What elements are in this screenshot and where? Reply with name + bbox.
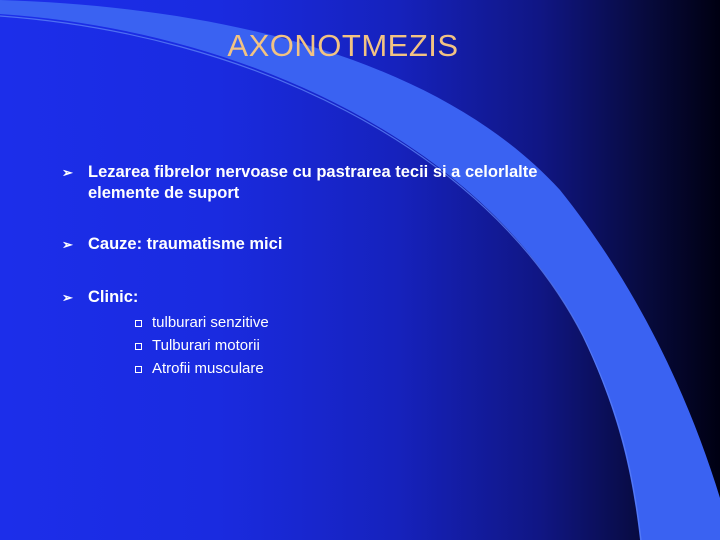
arrow-bullet-icon: ➢ — [62, 290, 73, 305]
sub-bullet-text: Tulburari motorii — [152, 337, 260, 354]
bullet-text: Clinic: — [88, 288, 139, 306]
sub-bullet-text: tulburari senzitive — [152, 314, 269, 331]
arrow-bullet-icon: ➢ — [62, 165, 73, 180]
bullet-text: Lezarea fibrelor nervoase cu pastrarea tecii si a celorlalte elemente de suport — [88, 163, 538, 202]
bullet-text: Cauze: traumatisme mici — [88, 235, 283, 253]
checkbox-bullet-icon — [135, 366, 142, 373]
sub-bullet-text: Atrofii musculare — [152, 360, 264, 377]
sub-bullet-item — [133, 311, 269, 334]
checkbox-bullet-icon — [135, 343, 142, 350]
sub-bullet-item — [133, 334, 269, 357]
bullet-item — [62, 234, 608, 255]
checkbox-bullet-icon — [135, 320, 142, 327]
bullet-item — [62, 287, 608, 308]
sub-bullet-list — [133, 311, 269, 380]
slide-title: AXONOTMEZIS — [227, 28, 459, 63]
sub-bullet-item — [133, 357, 269, 380]
arrow-bullet-icon: ➢ — [62, 237, 73, 252]
bullet-item — [62, 162, 608, 204]
